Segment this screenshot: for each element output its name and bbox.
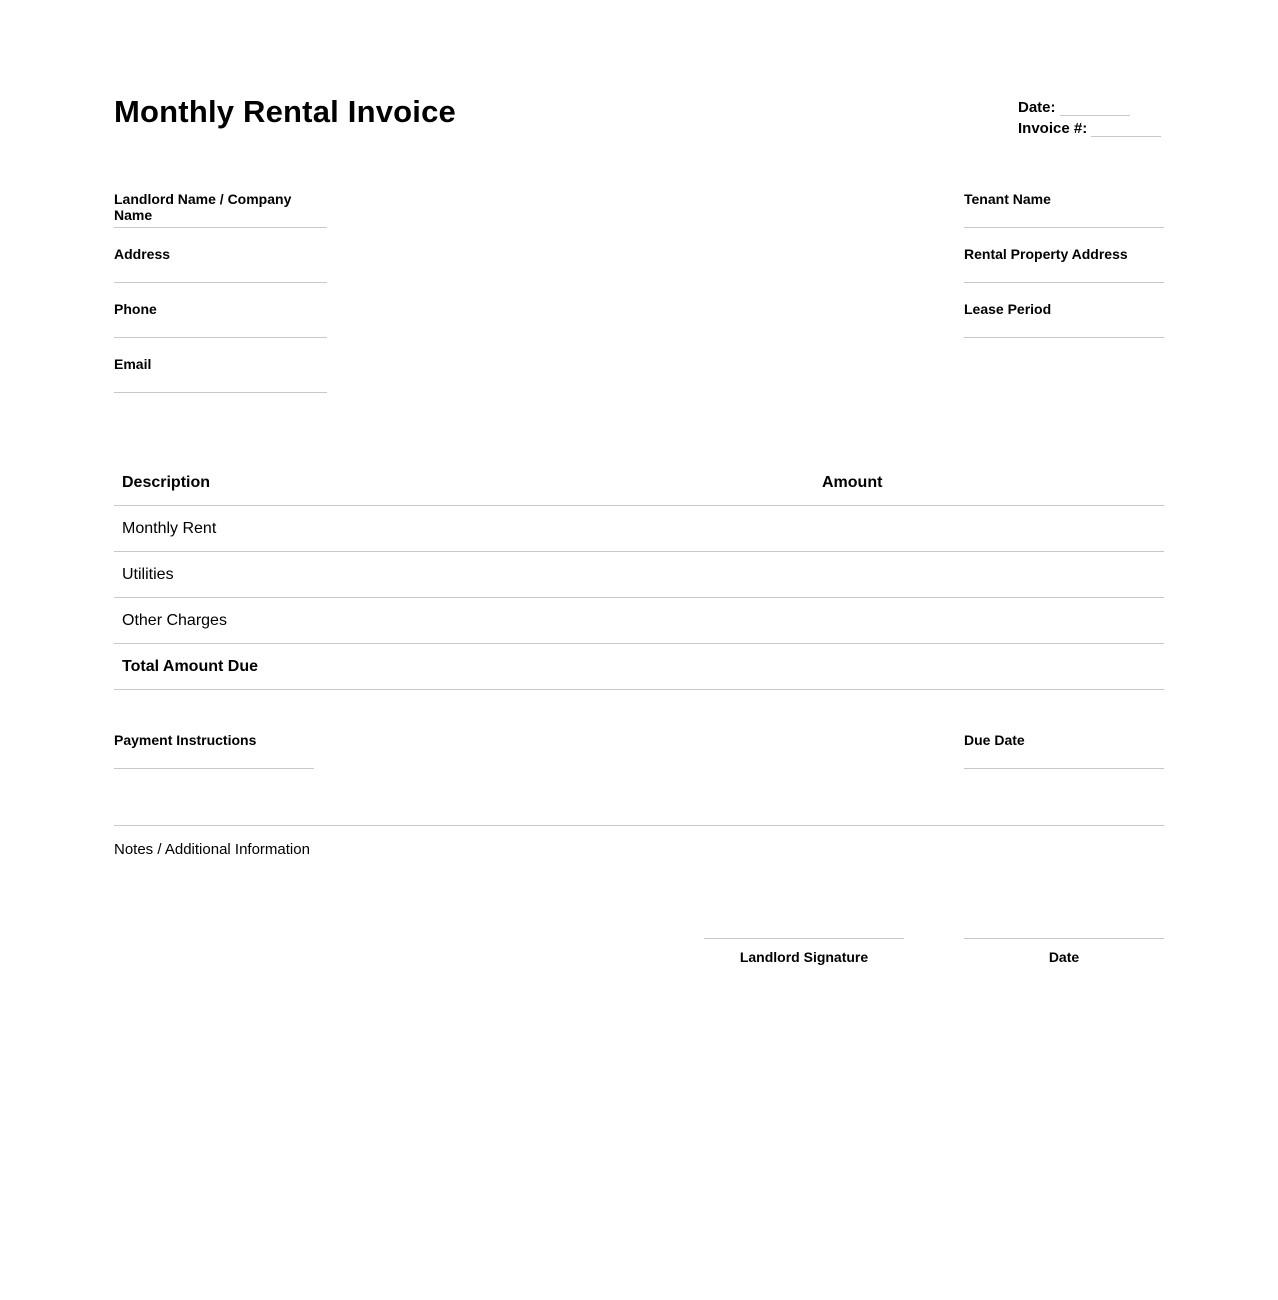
rental-property-label: Rental Property Address (964, 246, 1128, 262)
total-label: Total Amount Due (122, 657, 258, 675)
due-date-field (964, 732, 1164, 769)
amount-header: Amount (822, 473, 883, 491)
lease-period-label: Lease Period (964, 301, 1052, 317)
landlord-address-input[interactable] (114, 282, 327, 283)
invoice-meta (1018, 95, 1164, 137)
landlord-signature-field[interactable] (704, 938, 904, 965)
date-field[interactable] (1060, 101, 1130, 116)
description-header: Description (122, 473, 211, 491)
rental-property-input[interactable] (964, 282, 1164, 283)
row-description: Utilities (122, 565, 174, 583)
notes-label: Notes / Additional Information (114, 841, 310, 858)
date-row (1018, 95, 1164, 116)
lease-period-input[interactable] (964, 337, 1164, 338)
table-row (114, 506, 1164, 552)
landlord-name-label: Landlord Name / Company Name (114, 191, 292, 223)
payment-instructions-input[interactable] (114, 768, 314, 769)
landlord-address-field (114, 246, 327, 283)
landlord-phone-field (114, 301, 327, 338)
date-label: Date: (1018, 99, 1056, 116)
notes-divider (114, 825, 1164, 826)
row-description: Other Charges (122, 611, 227, 629)
due-date-label: Due Date (964, 732, 1025, 748)
rental-property-field (964, 246, 1164, 283)
landlord-email-label: Email (114, 356, 152, 372)
tenant-name-input[interactable] (964, 227, 1164, 228)
invoice-number-field[interactable] (1091, 122, 1161, 137)
landlord-address-label: Address (114, 246, 171, 262)
landlord-email-field (114, 356, 327, 393)
signature-date-label: Date (1048, 949, 1080, 965)
tenant-name-field (964, 191, 1164, 228)
landlord-signature-label: Landlord Signature (739, 949, 869, 965)
landlord-name-input[interactable] (114, 227, 327, 228)
table-row (114, 598, 1164, 644)
landlord-email-input[interactable] (114, 392, 327, 393)
due-date-input[interactable] (964, 768, 1164, 769)
payment-instructions-label: Payment Instructions (114, 732, 257, 748)
page-title: Monthly Rental Invoice (114, 94, 456, 129)
invoice-number-label: Invoice #: (1018, 120, 1088, 137)
landlord-phone-input[interactable] (114, 337, 327, 338)
table-row (114, 552, 1164, 598)
total-row (114, 644, 1164, 690)
table-header (114, 460, 1164, 506)
signature-date-field[interactable] (964, 938, 1164, 965)
invoice-number-row (1018, 116, 1164, 137)
lease-period-field (964, 301, 1164, 338)
landlord-name-field (114, 191, 327, 228)
charges-table (114, 460, 1164, 690)
tenant-name-label: Tenant Name (964, 191, 1051, 207)
row-description: Monthly Rent (122, 519, 217, 537)
landlord-phone-label: Phone (114, 301, 157, 317)
payment-instructions-field (114, 732, 314, 769)
